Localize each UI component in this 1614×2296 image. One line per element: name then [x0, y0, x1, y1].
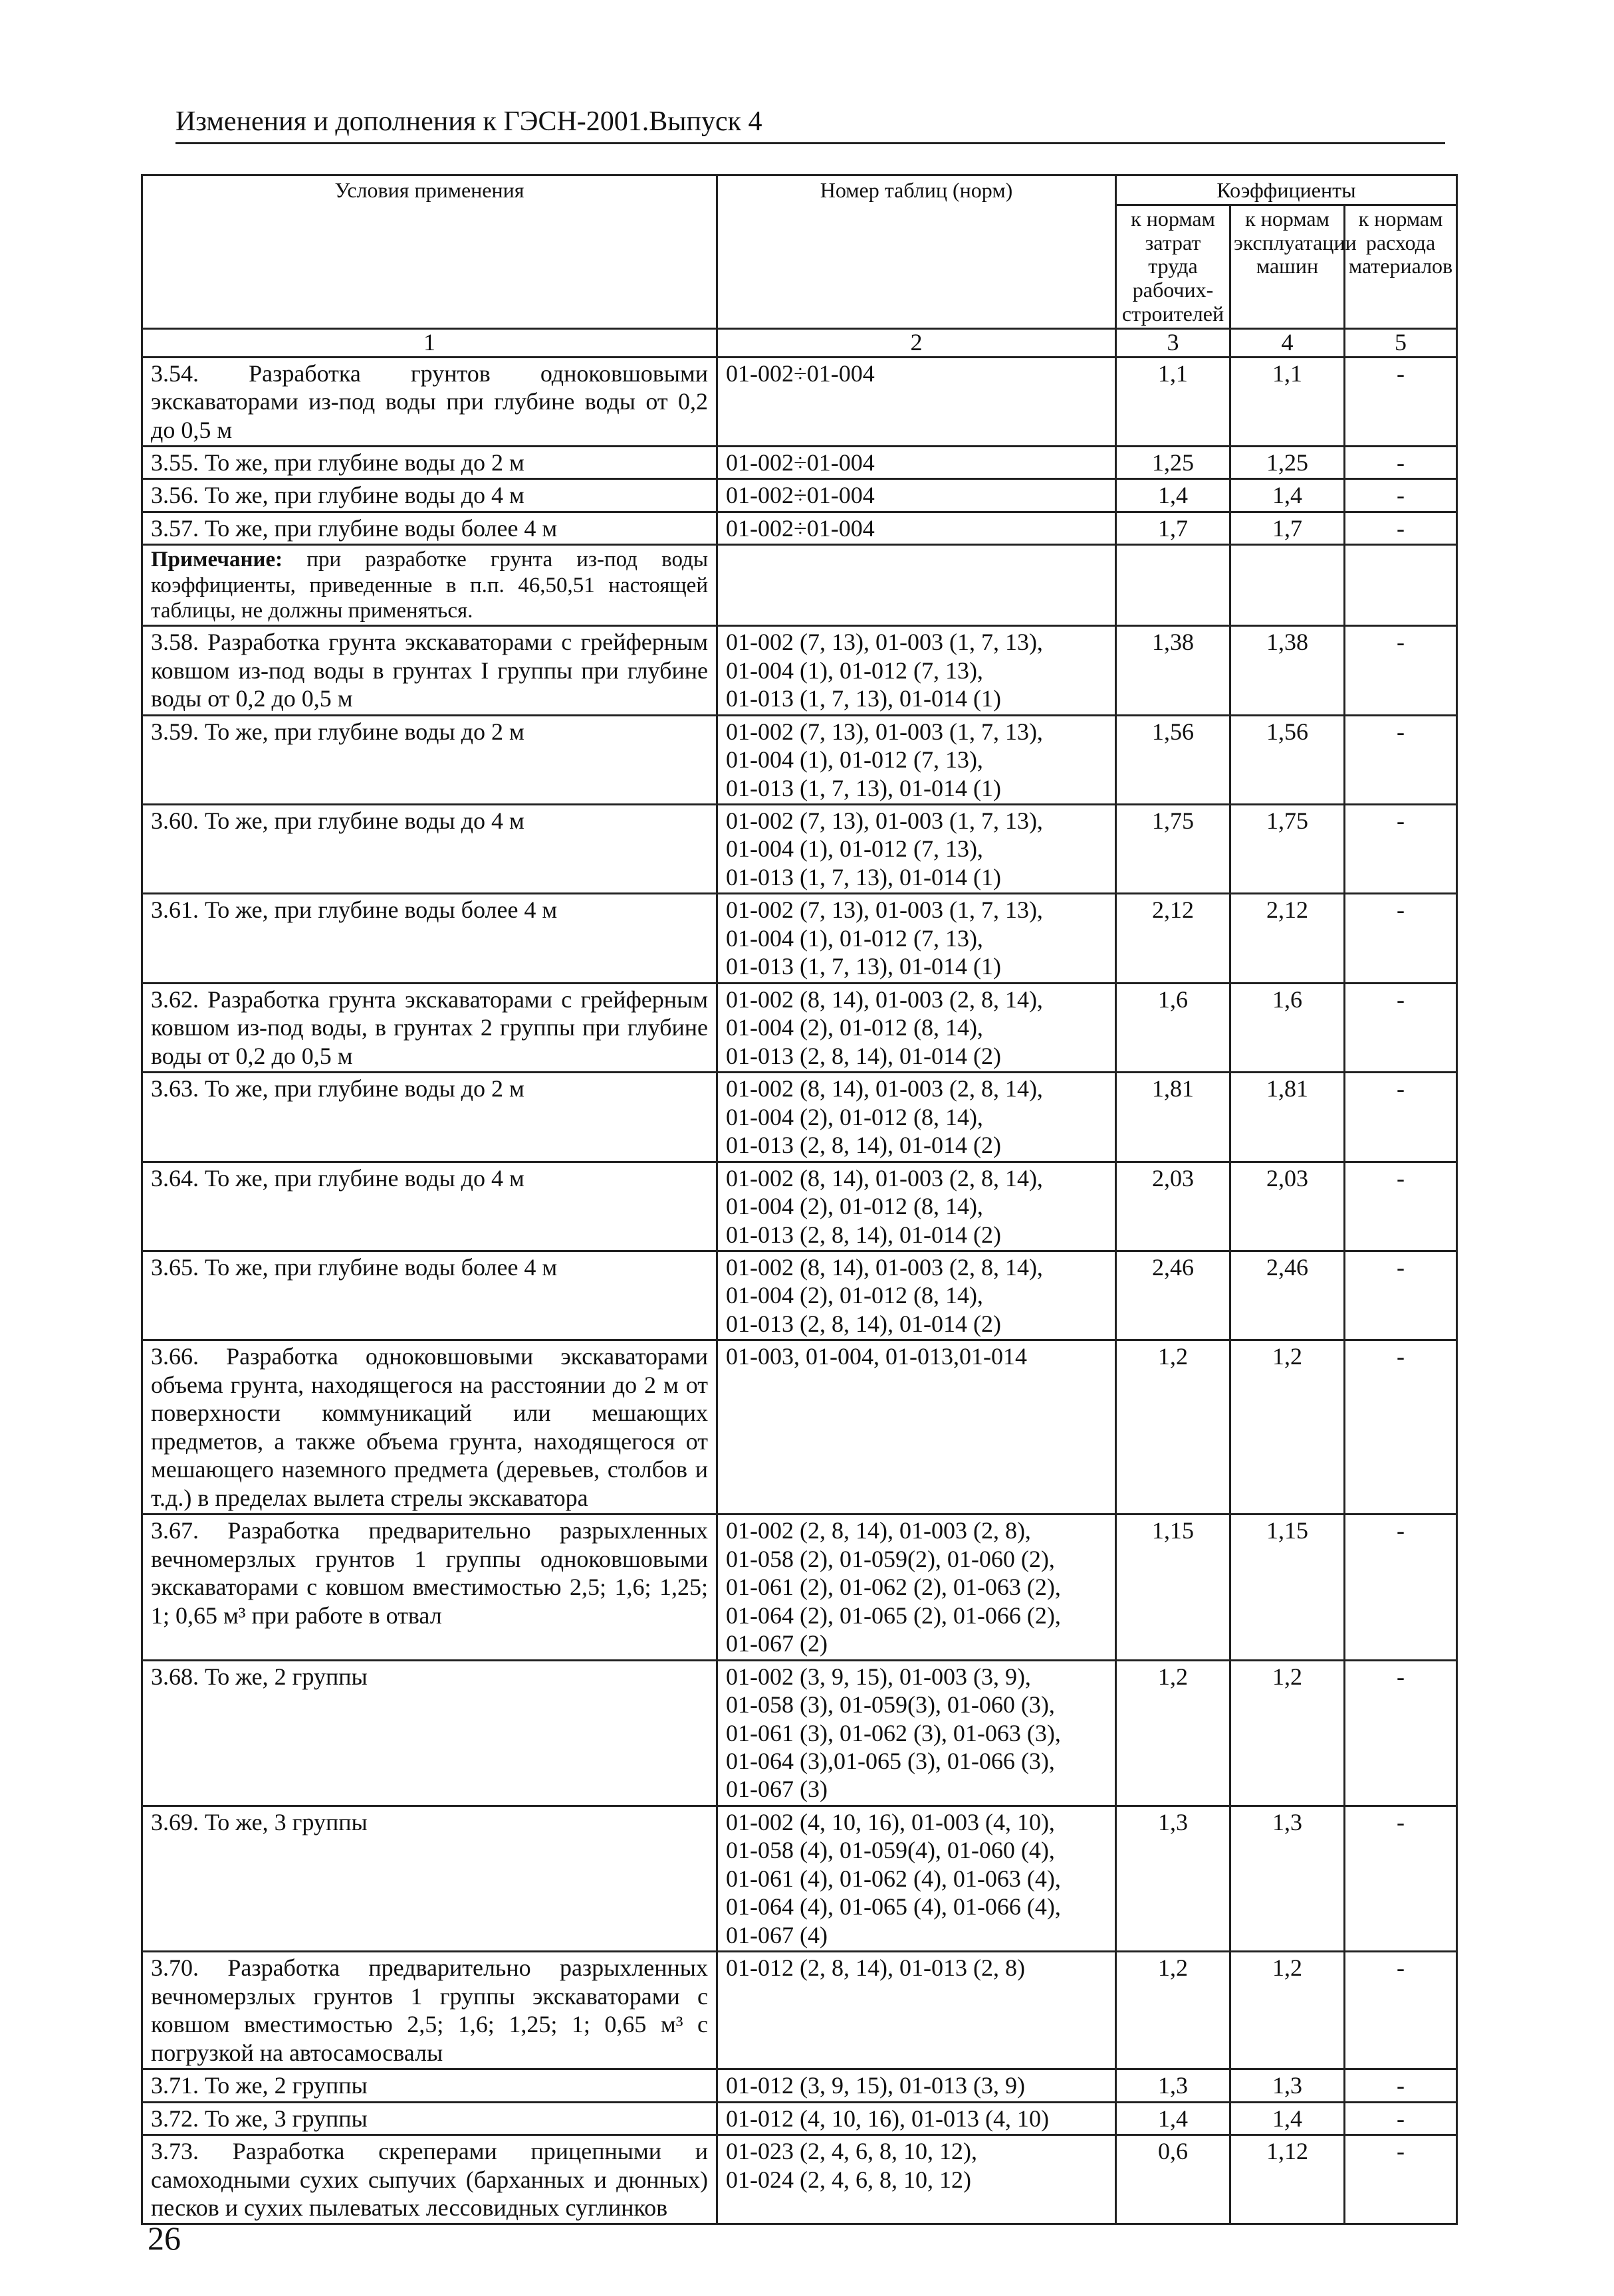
header-row-main: [142, 175, 1457, 205]
labor-coefficient-cell: 1,56: [1116, 715, 1230, 804]
condition-cell: 3.64. То же, при глубине воды до 4 м: [142, 1162, 717, 1251]
materials-coefficient-cell: -: [1345, 1952, 1457, 2069]
condition-cell: 3.73. Разработка скреперами прицепными и самоходными сухих сыпучих (барханных и дюнных) песков и сухих пылеватых лессовидных суглинков: [142, 2135, 717, 2224]
labor-coefficient-cell: 0,6: [1116, 2135, 1230, 2224]
materials-coefficient-cell: -: [1345, 1660, 1457, 1806]
note-label: Примечание:: [151, 548, 283, 572]
empty-cell: [1345, 545, 1457, 626]
table-row: [142, 1073, 1457, 1162]
machines-coefficient-cell: 1,75: [1230, 804, 1345, 893]
table-numbers-cell: 01-012 (2, 8, 14), 01-013 (2, 8): [717, 1952, 1116, 2069]
materials-coefficient-cell: -: [1345, 1251, 1457, 1340]
materials-coefficient-cell: -: [1345, 2135, 1457, 2224]
materials-coefficient-cell: -: [1345, 357, 1457, 446]
materials-coefficient-cell: -: [1345, 1806, 1457, 1951]
machines-coefficient-cell: 1,81: [1230, 1073, 1345, 1162]
labor-coefficient-cell: 2,12: [1116, 894, 1230, 983]
table-row: [142, 894, 1457, 983]
table-row: [142, 357, 1457, 446]
table-body: [142, 357, 1457, 2224]
table-numbers-cell: 01-002 (8, 14), 01-003 (2, 8, 14), 01-004 (2), 01-012 (8, 14), 01-013 (2, 8, 14), 01-014 (2): [717, 1162, 1116, 1251]
labor-coefficient-cell: 1,2: [1116, 1952, 1230, 2069]
machines-coefficient-cell: 1,38: [1230, 626, 1345, 715]
machines-coefficient-cell: 1,2: [1230, 1340, 1345, 1514]
table-numbers-cell: 01-002 (7, 13), 01-003 (1, 7, 13), 01-004 (1), 01-012 (7, 13), 01-013 (1, 7, 13), 01-014 (1): [717, 804, 1116, 893]
materials-coefficient-cell: -: [1345, 1073, 1457, 1162]
table-row: [142, 1514, 1457, 1660]
machines-coefficient-cell: 2,46: [1230, 1251, 1345, 1340]
table-row: [142, 1806, 1457, 1951]
condition-cell: 3.63. То же, при глубине воды до 2 м: [142, 1073, 717, 1162]
table-row: [142, 512, 1457, 544]
condition-cell: 3.56. То же, при глубине воды до 4 м: [142, 479, 717, 512]
table-numbers-cell: 01-002 (7, 13), 01-003 (1, 7, 13), 01-004 (1), 01-012 (7, 13), 01-013 (1, 7, 13), 01-014 (1): [717, 715, 1116, 804]
table-numbers-cell: 01-003, 01-004, 01-013,01-014: [717, 1340, 1116, 1514]
condition-cell: 3.72. То же, 3 группы: [142, 2102, 717, 2135]
empty-cell: [717, 545, 1116, 626]
table-numbers-cell: 01-002 (8, 14), 01-003 (2, 8, 14), 01-004 (2), 01-012 (8, 14), 01-013 (2, 8, 14), 01-014 (2): [717, 983, 1116, 1072]
table-row: [142, 804, 1457, 893]
page-number: 26: [148, 2220, 181, 2257]
materials-coefficient-cell: -: [1345, 2069, 1457, 2102]
materials-coefficient-cell: -: [1345, 1162, 1457, 1251]
table-numbers-cell: 01-002 (8, 14), 01-003 (2, 8, 14), 01-004 (2), 01-012 (8, 14), 01-013 (2, 8, 14), 01-014 (2): [717, 1073, 1116, 1162]
note-text: при разработке грунта из-под воды коэффициенты, приведенные в п.п. 46,50,51 настоящей таблицы, не должны применяться.: [151, 548, 708, 623]
header-materials: к нормам расхода материалов: [1345, 205, 1457, 328]
condition-cell: 3.61. То же, при глубине воды более 4 м: [142, 894, 717, 983]
table-numbers-cell: 01-002 (7, 13), 01-003 (1, 7, 13), 01-004 (1), 01-012 (7, 13), 01-013 (1, 7, 13), 01-014 (1): [717, 626, 1116, 715]
materials-coefficient-cell: -: [1345, 479, 1457, 512]
materials-coefficient-cell: -: [1345, 983, 1457, 1072]
materials-coefficient-cell: -: [1345, 1514, 1457, 1660]
labor-coefficient-cell: 1,4: [1116, 2102, 1230, 2135]
labor-coefficient-cell: 2,03: [1116, 1162, 1230, 1251]
condition-cell: 3.55. То же, при глубине воды до 2 м: [142, 446, 717, 478]
column-number: 3: [1116, 328, 1230, 357]
condition-cell: 3.65. То же, при глубине воды более 4 м: [142, 1251, 717, 1340]
table-numbers-cell: 01-002 (4, 10, 16), 01-003 (4, 10), 01-058 (4), 01-059(4), 01-060 (4), 01-061 (4), 01-062 (4), 01-063 (4), 01-064 (4), 01-065 (4), 01-066 (4), 01-067 (4): [717, 1806, 1116, 1951]
condition-cell: 3.60. То же, при глубине воды до 4 м: [142, 804, 717, 893]
labor-coefficient-cell: 1,2: [1116, 1340, 1230, 1514]
labor-coefficient-cell: 1,2: [1116, 1660, 1230, 1806]
table-row: [142, 715, 1457, 804]
machines-coefficient-cell: 1,25: [1230, 446, 1345, 478]
machines-coefficient-cell: 1,15: [1230, 1514, 1345, 1660]
table-row: [142, 446, 1457, 478]
table-row: [142, 626, 1457, 715]
empty-cell: [1230, 545, 1345, 626]
machines-coefficient-cell: 1,4: [1230, 479, 1345, 512]
machines-coefficient-cell: 1,2: [1230, 1952, 1345, 2069]
header-labor: к нормам затрат труда рабочих-строителей: [1116, 205, 1230, 328]
materials-coefficient-cell: -: [1345, 2102, 1457, 2135]
table-numbers-cell: 01-002 (8, 14), 01-003 (2, 8, 14), 01-004 (2), 01-012 (8, 14), 01-013 (2, 8, 14), 01-014 (2): [717, 1251, 1116, 1340]
header-conditions: Условия применения: [142, 175, 717, 329]
table-row: [142, 2102, 1457, 2135]
labor-coefficient-cell: 1,25: [1116, 446, 1230, 478]
table-numbers-cell: 01-012 (4, 10, 16), 01-013 (4, 10): [717, 2102, 1116, 2135]
table-numbers-cell: 01-002÷01-004: [717, 479, 1116, 512]
materials-coefficient-cell: -: [1345, 446, 1457, 478]
column-number: 5: [1345, 328, 1457, 357]
column-number: 1: [142, 328, 717, 357]
header-coefficients: Коэффициенты: [1116, 175, 1457, 205]
machines-coefficient-cell: 2,12: [1230, 894, 1345, 983]
condition-cell: 3.62. Разработка грунта экскаваторами с грейферным ковшом из-под воды, в грунтах 2 группы при глубине воды от 0,2 до 0,5 м: [142, 983, 717, 1072]
labor-coefficient-cell: 1,3: [1116, 2069, 1230, 2102]
condition-cell: 3.54. Разработка грунтов одноковшовыми экскаваторами из-под воды при глубине воды от 0,2 до 0,5 м: [142, 357, 717, 446]
machines-coefficient-cell: 1,6: [1230, 983, 1345, 1072]
machines-coefficient-cell: 1,7: [1230, 512, 1345, 544]
materials-coefficient-cell: -: [1345, 1340, 1457, 1514]
materials-coefficient-cell: -: [1345, 626, 1457, 715]
materials-coefficient-cell: -: [1345, 715, 1457, 804]
table-numbers-cell: 01-023 (2, 4, 6, 8, 10, 12), 01-024 (2, 4, 6, 8, 10, 12): [717, 2135, 1116, 2224]
machines-coefficient-cell: 1,1: [1230, 357, 1345, 446]
labor-coefficient-cell: 1,3: [1116, 1806, 1230, 1951]
column-number: 2: [717, 328, 1116, 357]
table-row: [142, 545, 1457, 626]
condition-cell: 3.58. Разработка грунта экскаваторами с грейферным ковшом из-под воды в грунтах I группы при глубине воды от 0,2 до 0,5 м: [142, 626, 717, 715]
table-row: [142, 2135, 1457, 2224]
table-numbers-cell: 01-002÷01-004: [717, 512, 1116, 544]
table-numbers-cell: 01-012 (3, 9, 15), 01-013 (3, 9): [717, 2069, 1116, 2102]
machines-coefficient-cell: 1,3: [1230, 2069, 1345, 2102]
materials-coefficient-cell: -: [1345, 512, 1457, 544]
labor-coefficient-cell: 2,46: [1116, 1251, 1230, 1340]
table-row: [142, 983, 1457, 1072]
table-numbers-cell: 01-002÷01-004: [717, 357, 1116, 446]
machines-coefficient-cell: 1,3: [1230, 1806, 1345, 1951]
table-numbers-cell: 01-002 (2, 8, 14), 01-003 (2, 8), 01-058 (2), 01-059(2), 01-060 (2), 01-061 (2), 01-062 (2), 01-063 (2), 01-064 (2), 01-065 (2), 01-066 (2), 01-067 (2): [717, 1514, 1116, 1660]
table-numbers-cell: 01-002 (3, 9, 15), 01-003 (3, 9), 01-058 (3), 01-059(3), 01-060 (3), 01-061 (3), 01-062 (3), 01-063 (3), 01-064 (3),01-065 (3), 01-066 (3), 01-067 (3): [717, 1660, 1116, 1806]
condition-cell: 3.71. То же, 2 группы: [142, 2069, 717, 2102]
condition-cell: 3.57. То же, при глубине воды более 4 м: [142, 512, 717, 544]
column-number: 4: [1230, 328, 1345, 357]
labor-coefficient-cell: 1,7: [1116, 512, 1230, 544]
coefficients-table: [141, 174, 1458, 2225]
note-cell: [142, 545, 717, 626]
machines-coefficient-cell: 2,03: [1230, 1162, 1345, 1251]
table-row: [142, 1162, 1457, 1251]
table-row: [142, 479, 1457, 512]
table-numbers-cell: 01-002÷01-004: [717, 446, 1116, 478]
labor-coefficient-cell: 1,6: [1116, 983, 1230, 1072]
header-machines: к нормам эксплуатации машин: [1230, 205, 1345, 328]
condition-cell: 3.69. То же, 3 группы: [142, 1806, 717, 1951]
column-number-row: [142, 328, 1457, 357]
condition-cell: 3.70. Разработка предварительно разрыхленных вечномерзлых грунтов 1 группы экскаваторами с ковшом вместимостью 2,5; 1,6; 1,25; 1; 0,65 м³ с погрузкой на автосамосвалы: [142, 1952, 717, 2069]
labor-coefficient-cell: 1,75: [1116, 804, 1230, 893]
header-table-numbers: Номер таблиц (норм): [717, 175, 1116, 329]
labor-coefficient-cell: 1,1: [1116, 357, 1230, 446]
labor-coefficient-cell: 1,81: [1116, 1073, 1230, 1162]
empty-cell: [1116, 545, 1230, 626]
machines-coefficient-cell: 1,56: [1230, 715, 1345, 804]
machines-coefficient-cell: 1,12: [1230, 2135, 1345, 2224]
condition-cell: 3.59. То же, при глубине воды до 2 м: [142, 715, 717, 804]
table-row: [142, 1660, 1457, 1806]
labor-coefficient-cell: 1,15: [1116, 1514, 1230, 1660]
table-numbers-cell: 01-002 (7, 13), 01-003 (1, 7, 13), 01-004 (1), 01-012 (7, 13), 01-013 (1, 7, 13), 01-014 (1): [717, 894, 1116, 983]
machines-coefficient-cell: 1,2: [1230, 1660, 1345, 1806]
table-row: [142, 1340, 1457, 1514]
running-header: Изменения и дополнения к ГЭСН-2001.Выпуск 4: [175, 105, 1445, 144]
table-row: [142, 1251, 1457, 1340]
materials-coefficient-cell: -: [1345, 894, 1457, 983]
materials-coefficient-cell: -: [1345, 804, 1457, 893]
condition-cell: 3.67. Разработка предварительно разрыхленных вечномерзлых грунтов 1 группы одноковшовыми экскаваторами с ковшом вместимостью 2,5; 1,6; 1,25; 1; 0,65 м³ при работе в отвал: [142, 1514, 717, 1660]
condition-cell: 3.66. Разработка одноковшовыми экскаваторами объема грунта, находящегося на расстоянии до 2 м от поверхности коммуникаций или мешающих предметов, а также объема грунта, находящегося от мешающего наземного предмета (деревьев, столбов и т.д.) в пределах вылета стрелы экскаватора: [142, 1340, 717, 1514]
machines-coefficient-cell: 1,4: [1230, 2102, 1345, 2135]
table-row: [142, 1952, 1457, 2069]
labor-coefficient-cell: 1,38: [1116, 626, 1230, 715]
table-row: [142, 2069, 1457, 2102]
labor-coefficient-cell: 1,4: [1116, 479, 1230, 512]
condition-cell: 3.68. То же, 2 группы: [142, 1660, 717, 1806]
